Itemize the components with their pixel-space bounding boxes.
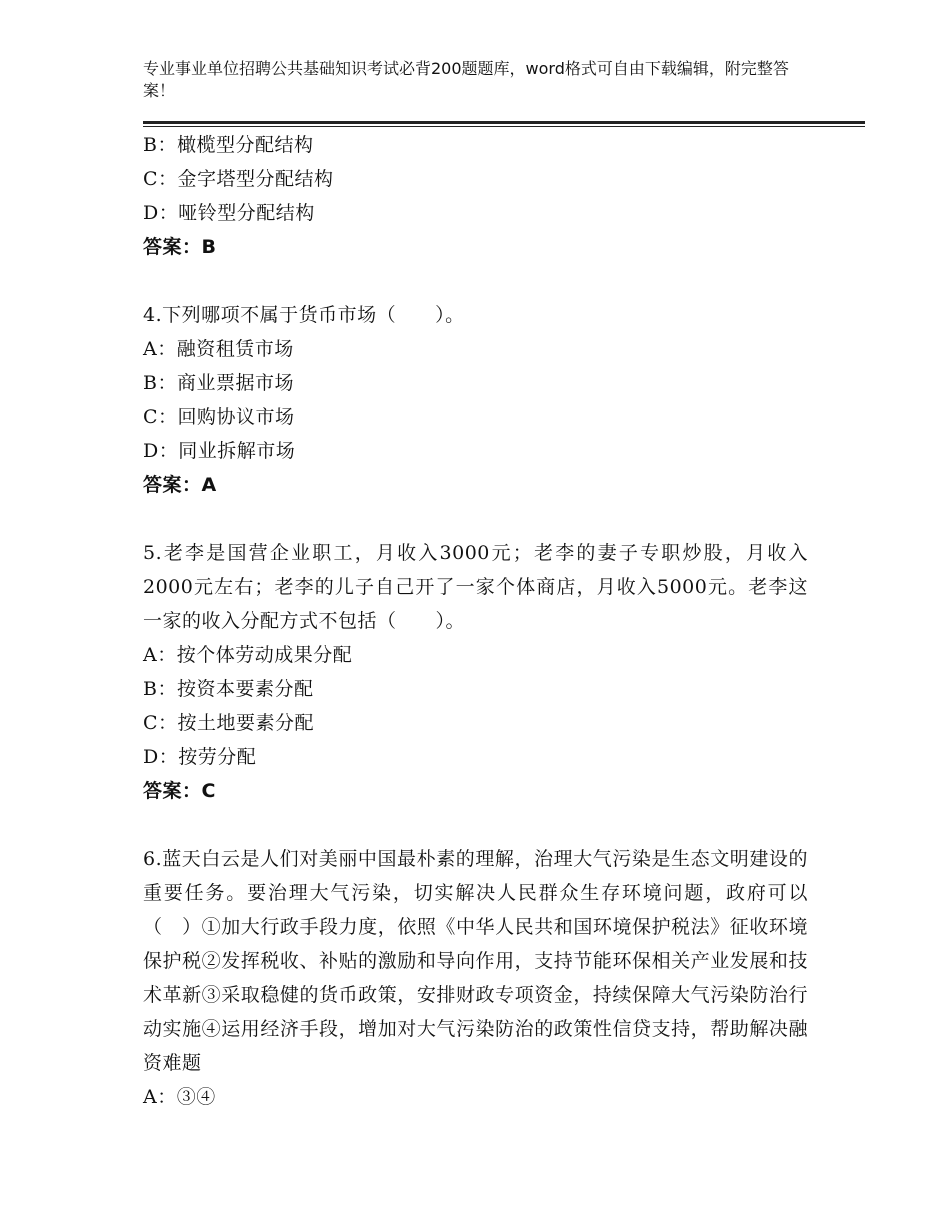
question-stem: 4.下列哪项不属于货币市场（ ）。 bbox=[143, 304, 465, 326]
spacer bbox=[143, 502, 808, 536]
option-c: C：回购协议市场 bbox=[143, 406, 295, 428]
option-c: C：按土地要素分配 bbox=[143, 712, 315, 734]
question-4 bbox=[143, 298, 808, 502]
document-body bbox=[143, 128, 808, 1114]
option-a: A：③④ bbox=[143, 1086, 216, 1108]
question-3-tail bbox=[143, 128, 808, 264]
option-d: D：哑铃型分配结构 bbox=[143, 202, 315, 224]
answer: 答案：C bbox=[143, 780, 216, 802]
option-b: B：橄榄型分配结构 bbox=[143, 134, 314, 156]
header-rule-thick bbox=[143, 121, 865, 124]
question-stem: 5.老李是国营企业职工，月收入3000元；老李的妻子专职炒股，月收入2000元左右；老李的儿子自己开了一家个体商店，月收入5000元。老李这一家的收入分配方式不包括（ ）。 bbox=[143, 542, 808, 632]
answer: 答案：B bbox=[143, 236, 217, 258]
option-c: C：金字塔型分配结构 bbox=[143, 168, 334, 190]
question-stem: 6.蓝天白云是人们对美丽中国最朴素的理解，治理大气污染是生态文明建设的重要任务。要治理大气污染，切实解决人民群众生存环境问题，政府可以（ ）①加大行政手段力度，依照《中华人民共和国环境保护税法》征收环境保护税②发挥税收、补贴的激励和导向作用，支持节能环保相关产业发展和技术革新③采取稳健的货币政策，安排财政专项资金，持续保障大气污染防治行动实施④运用经济手段，增加对大气污染防治的政策性信贷支持，帮助解决融资难题 bbox=[143, 848, 808, 1074]
option-d: D：同业拆解市场 bbox=[143, 440, 296, 462]
option-d: D：按劳分配 bbox=[143, 746, 257, 768]
page-header: 专业事业单位招聘公共基础知识考试必背200题题库，word格式可自由下载编辑，附完整答案！ bbox=[143, 59, 789, 100]
spacer bbox=[143, 264, 808, 298]
question-5 bbox=[143, 536, 808, 808]
option-a: A：融资租赁市场 bbox=[143, 338, 294, 360]
answer: 答案：A bbox=[143, 474, 217, 496]
spacer bbox=[143, 808, 808, 842]
option-b: B：按资本要素分配 bbox=[143, 678, 314, 700]
option-b: B：商业票据市场 bbox=[143, 372, 294, 394]
question-6 bbox=[143, 842, 808, 1114]
header-rule-thin bbox=[143, 126, 865, 127]
option-a: A：按个体劳动成果分配 bbox=[143, 644, 353, 666]
